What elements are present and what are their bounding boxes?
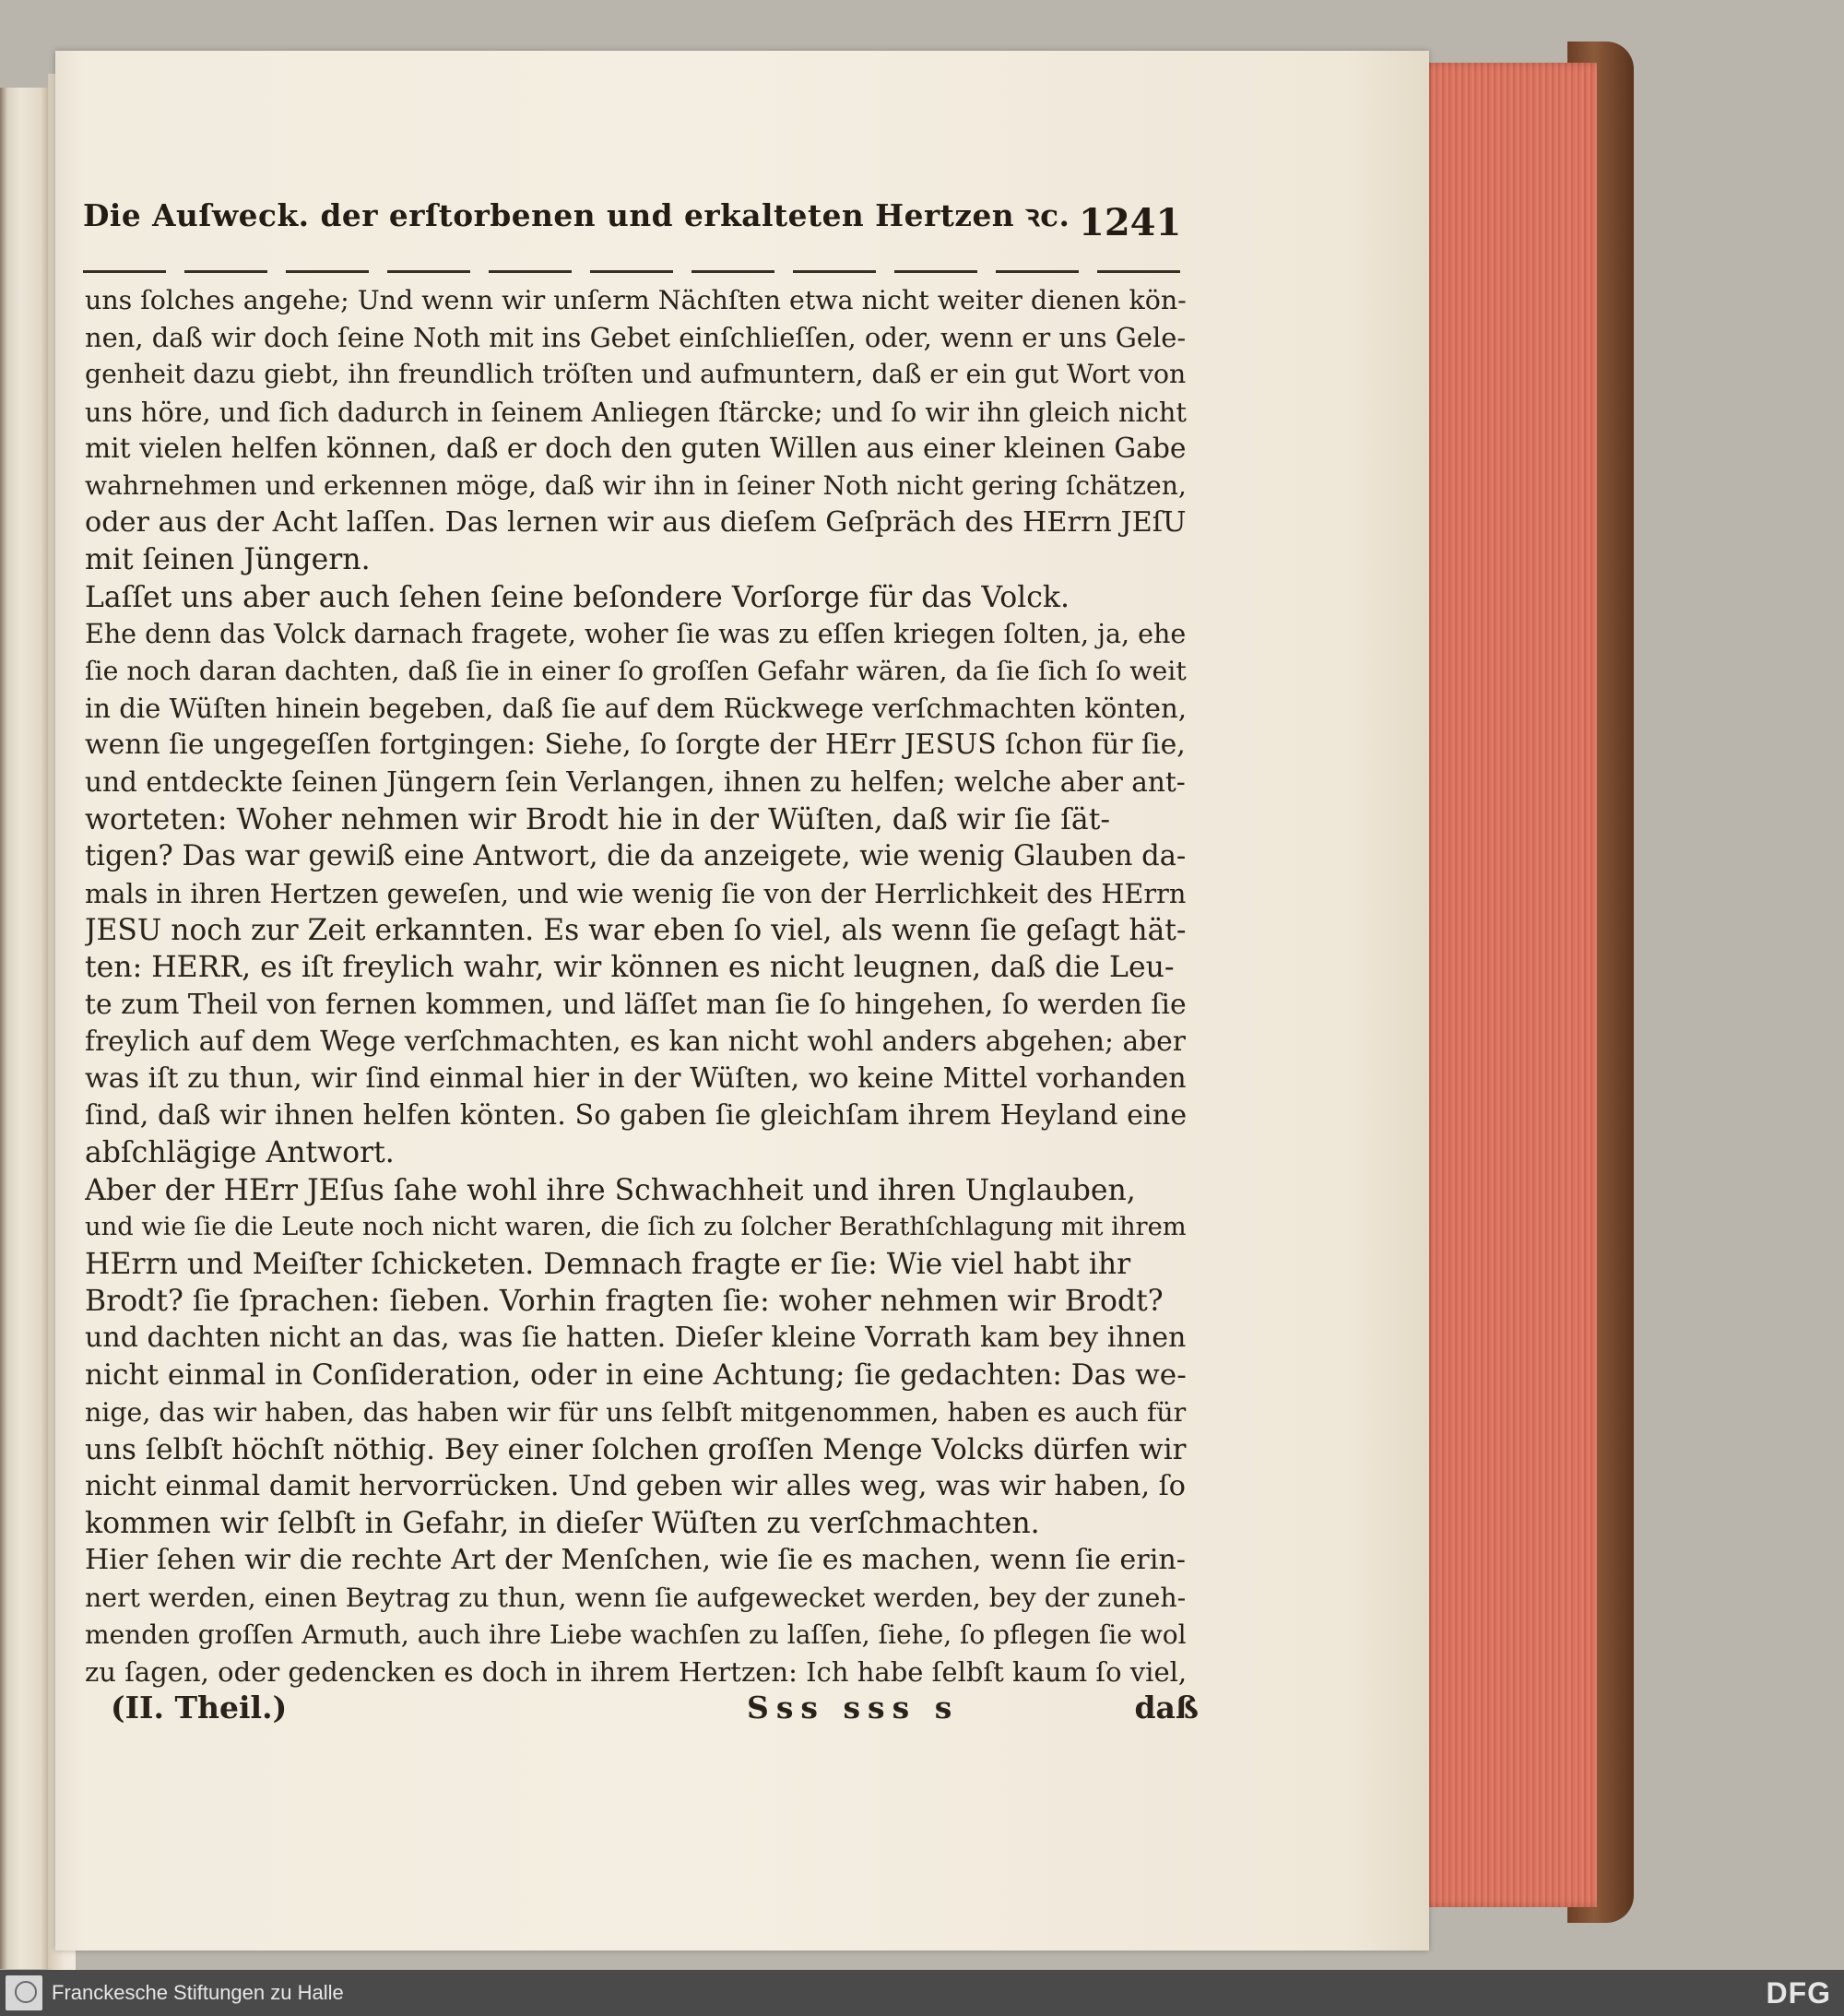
red-fore-edge: [1413, 63, 1597, 1907]
text-line: ſind, daß wir ihnen helfen könten. So gaben ſie gleichſam ihrem Heyland eine: [85, 1099, 1188, 1133]
text-line: te zum Theil von fernen kommen, und läſſet man ſie ſo hingehen, ſo werden ſie: [85, 988, 1187, 1021]
text-line: nicht einmal damit hervorrücken. Und geben wir alles weg, was wir haben, ſo: [85, 1470, 1186, 1502]
text-line: kommen wir ſelbſt in Gefahr, in dieſer Wüſten zu verſchmachten.: [85, 1507, 1040, 1541]
running-head: [83, 194, 1189, 267]
text-line: tigen? Das war gewiß eine Antwort, die da anzeigete, wie wenig Glauben da-: [85, 839, 1187, 872]
text-line: menden groſſen Armuth, auch ihre Liebe wachſen zu laſſen, ſiehe, ſo pflegen ſie wol: [85, 1619, 1187, 1650]
text-line: ſie noch daran dachten, daß ſie in einer ſo groſſen Gefahr wären, da ſie ſich ſo weit: [85, 655, 1187, 686]
text-line: Aber der HErr JEſus ſahe wohl ihre Schwachheit und ihren Unglauben,: [85, 1173, 1136, 1207]
text-line: zu ſagen, oder gedencken es doch in ihrem Hertzen: Ich habe ſelbſt kaum ſo viel,: [85, 1655, 1188, 1688]
page-number: 1241: [1079, 201, 1182, 244]
text-line: Laſſet uns aber auch ſehen ſeine beſondere Vorſorge für das Volck.: [85, 580, 1070, 614]
text-line: nen, daß wir doch ſeine Noth mit ins Gebet einſchlieſſen, oder, wenn er uns Gele-: [85, 322, 1187, 354]
text-line: HErrn und Meiſter ſchicketen. Demnach fragte er ſie: Wie viel habt ihr: [85, 1247, 1131, 1281]
text-line: abſchlägige Antwort.: [85, 1136, 395, 1170]
signature-mark: Sss sss s: [747, 1690, 960, 1725]
text-line: uns höre, und ſich dadurch in ſeinem Anliegen ſtärcke; und ſo wir ihn gleich nicht: [85, 396, 1187, 428]
text-line: und wie ſie die Leute noch nicht waren, die ſich zu ſolcher Berathſchlagung mit ihrem: [85, 1212, 1187, 1241]
dfg-logo[interactable]: DFG: [1766, 1976, 1831, 2010]
text-line: nige, das wir haben, das haben wir für uns ſelbſt mitgenommen, haben es auch für: [85, 1396, 1187, 1428]
footer-bar: [0, 1970, 1844, 2016]
text-line: mit ſeinen Jüngern.: [85, 543, 371, 577]
signature-line: [111, 1690, 1199, 1730]
part-label: (II. Theil.): [111, 1690, 288, 1725]
text-line: mals in ihren Hertzen geweſen, und wie wenig ſie von der Herrlichkeit des HErrn: [85, 878, 1187, 909]
catchword: daß: [1134, 1690, 1199, 1725]
text-line: JESU noch zur Zeit erkannten. Es war eben ſo viel, als wenn ſie geſagt hät-: [85, 914, 1187, 948]
text-line: Brodt? ſie ſprachen: ſieben. Vorhin fragten ſie: woher nehmen wir Brodt?: [85, 1285, 1164, 1319]
text-line: worteten: Woher nehmen wir Brodt hie in der Wüſten, daß wir ſie ſät-: [85, 802, 1111, 836]
text-line: nicht einmal in Conſideration, oder in eine Achtung; ſie gedachten: Das we-: [85, 1358, 1187, 1393]
text-line: was iſt zu thun, wir ſind einmal hier in der Wüſten, wo keine Mittel vorhanden: [85, 1061, 1187, 1095]
text-line: wenn ſie ungegeſſen fortgingen: Siehe, ſo ſorgte der HErr JESUS ſchon für ſie,: [85, 729, 1186, 762]
text-line: und dachten nicht an das, was ſie hatten. Dieſer kleine Vorrath kam bey ihnen: [85, 1322, 1187, 1355]
text-line: wahrnehmen und erkennen möge, daß wir ihn in ſeiner Noth nicht gering ſchätzen,: [85, 469, 1187, 501]
head-rule: [83, 270, 1189, 273]
text-line: oder aus der Acht laſſen. Das lernen wir aus dieſem Geſpräch des HErrn JEſU: [85, 506, 1187, 540]
institution-name[interactable]: Franckesche Stiftungen zu Halle: [52, 1981, 344, 2004]
text-line: Ehe denn das Volck darnach fragete, woher ſie was zu eſſen kriegen ſolten, ja, ehe: [85, 618, 1187, 649]
text-line: mit vielen helfen können, daß er doch den guten Willen aus einer kleinen Gabe: [85, 432, 1187, 465]
text-line: nert werden, einen Beytrag zu thun, wenn ſie aufgewecket werden, bey der zuneh-: [85, 1582, 1187, 1613]
left-page-edge: [0, 88, 48, 1969]
text-line: genheit dazu giebt, ihn freundlich tröſten und aufmuntern, daß er ein gut Wort von: [85, 359, 1187, 390]
text-line: in die Wüſten hinein begeben, daß ſie auf dem Rückwege verſchmachten könten,: [85, 693, 1187, 725]
text-line: uns ſolches angehe; Und wenn wir unſerm Nächſten etwa nicht weiter dienen kön-: [85, 285, 1187, 315]
text-line: freylich auf dem Wege verſchmachten, es kan nicht wohl anders abgehen; aber: [85, 1025, 1186, 1058]
running-head-title: Die Auſweck. der erſtorbenen und erkalteten Hertzen ꝛc.: [83, 197, 1070, 233]
text-line: uns ſelbſt höchſt nöthig. Bey einer ſolchen groſſen Menge Volcks dürfen wir: [85, 1432, 1187, 1466]
institution-logo-icon[interactable]: [6, 1975, 42, 2010]
body-text: [85, 282, 1191, 1690]
text-line: und entdeckte ſeinen Jüngern ſein Verlangen, ihnen zu helfen; welche aber ant-: [85, 766, 1186, 799]
text-line: Hier ſehen wir die rechte Art der Menſchen, wie ſie es machen, wenn ſie erin-: [85, 1544, 1186, 1577]
text-line: ten: HERR, es iſt freylich wahr, wir können es nicht leugnen, daß die Leu-: [85, 951, 1175, 985]
